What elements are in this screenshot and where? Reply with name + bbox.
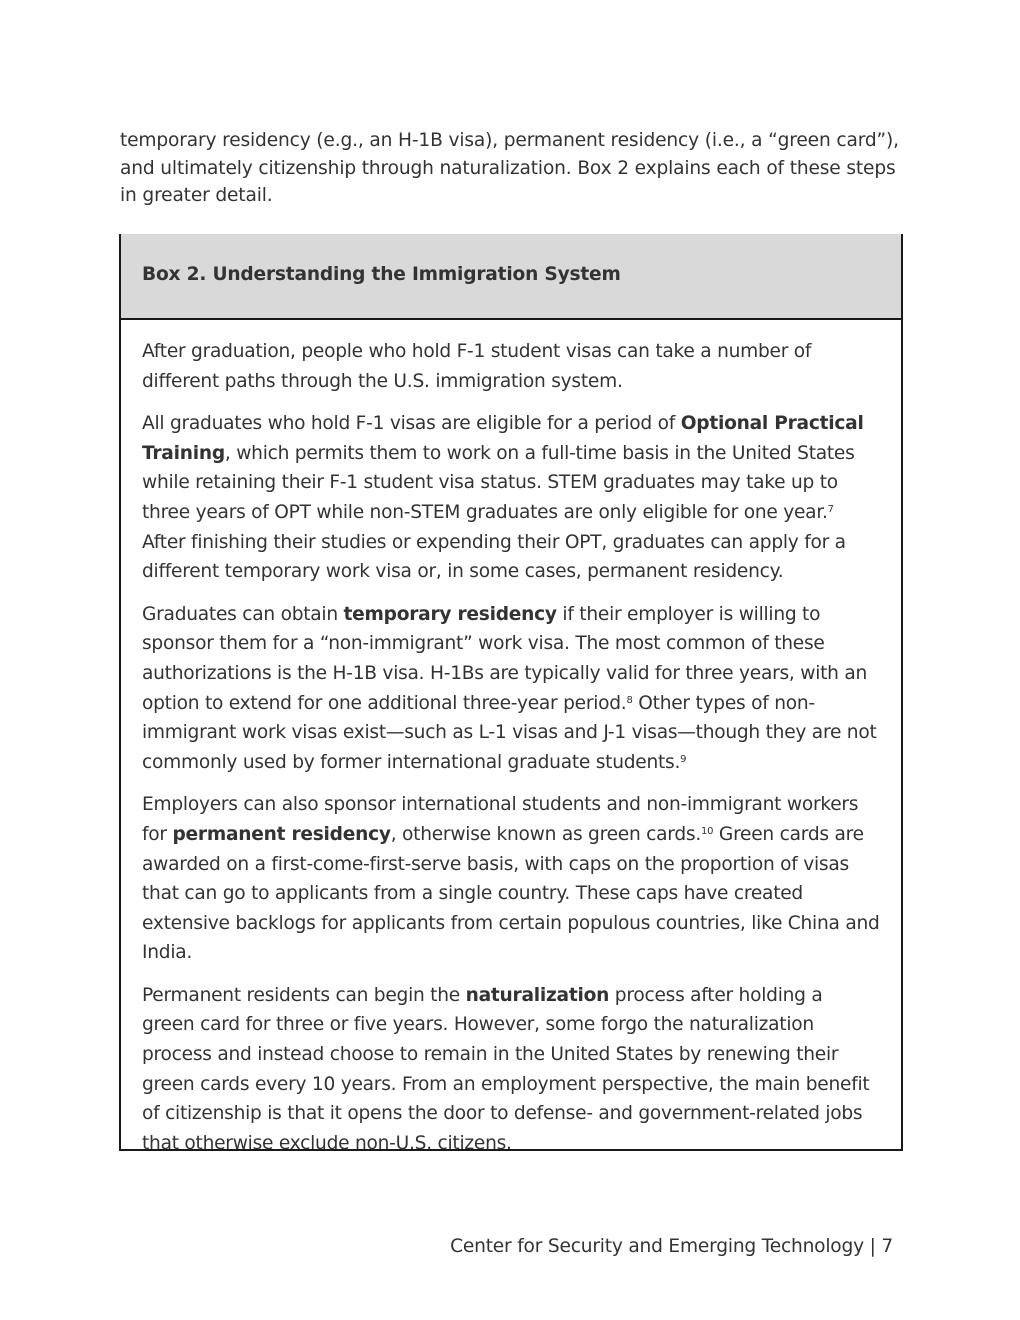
paragraph-text: Green cards are awarded on a first-come-first-serve basis, with caps on the proportion of visas that can go to applicants from a single country. These caps have created extensive backlogs for applicants from certain populous countries, like China and India. [142, 823, 880, 964]
page-footer: Center for Security and Emerging Technology | 7 [450, 1236, 893, 1257]
box-title: Box 2. Understanding the Immigration System [142, 264, 621, 285]
paragraph-text: process after holding a green card for three or five years. However, some forgo the naturalization process and instead choose to remain in the United States by renewing their green cards every 10 years. From an employment perspective, the main benefit of citizenship is that it opens the door to defense- and government-related jobs that otherwise exclude non-U.S. citizens. [142, 984, 870, 1154]
bold-term: temporary residency [343, 603, 557, 625]
paragraph-text: All graduates who hold F-1 visas are eligible for a period of [142, 413, 681, 435]
bold-term: Optional Practical Training [142, 413, 864, 464]
paragraph-text: Graduates can obtain [142, 603, 344, 625]
footnote-ref[interactable]: 9 [680, 753, 687, 765]
paragraph-text: , otherwise known as green cards. [390, 823, 702, 845]
paragraph-text: After finishing their studies or expending their OPT, graduates can apply for a different temporary work visa or, in some cases, permanent residency. [142, 531, 846, 583]
box-header [121, 234, 901, 320]
box-2 [119, 234, 903, 1154]
paragraph-text: Employers can also sponsor international students and non-immigrant workers for [142, 794, 859, 845]
paragraph-text: After graduation, people who hold F-1 student visas can take a number of different paths through the U.S. immigration system. [142, 341, 812, 392]
box-paragraph-1 [142, 337, 880, 396]
paragraph-text: , which permits them to work on a full-time basis in the United States while retaining their F-1 student visa status. STEM graduates may take up to three years of OPT while non-STEM graduates are only eligible for one year. [142, 442, 855, 523]
intro-paragraph: temporary residency (e.g., an H-1B visa), permanent residency (i.e., a “green card”), and ultimately citizenship through naturalization. Box 2 explains each of these steps in greater detail. [120, 130, 899, 206]
bold-term: permanent residency [172, 823, 391, 845]
bold-term: naturalization [465, 984, 610, 1006]
box-body [142, 337, 880, 1171]
box-paragraph-2 [142, 409, 880, 587]
paragraph-text: Other types of non-immigrant work visas exist—such as L-1 visas and J-1 visas—though they are not commonly used by former international graduate students. [142, 692, 877, 773]
box-paragraph-4 [142, 790, 880, 968]
paragraph-text: if their employer is willing to sponsor them for a “non-immigrant” work visa. The most common of these authorizations is the H-1B visa. H-1Bs are typically valid for three years, with an option to extend for one additional three-year period. [142, 603, 868, 714]
footnote-ref[interactable]: 7 [827, 503, 834, 515]
footnote-ref[interactable]: 10 [701, 825, 714, 837]
footnote-ref[interactable]: 8 [626, 694, 633, 706]
paragraph-text: Permanent residents can begin the [142, 984, 466, 1006]
box-paragraph-3 [142, 600, 880, 778]
box-paragraph-5 [142, 981, 880, 1159]
